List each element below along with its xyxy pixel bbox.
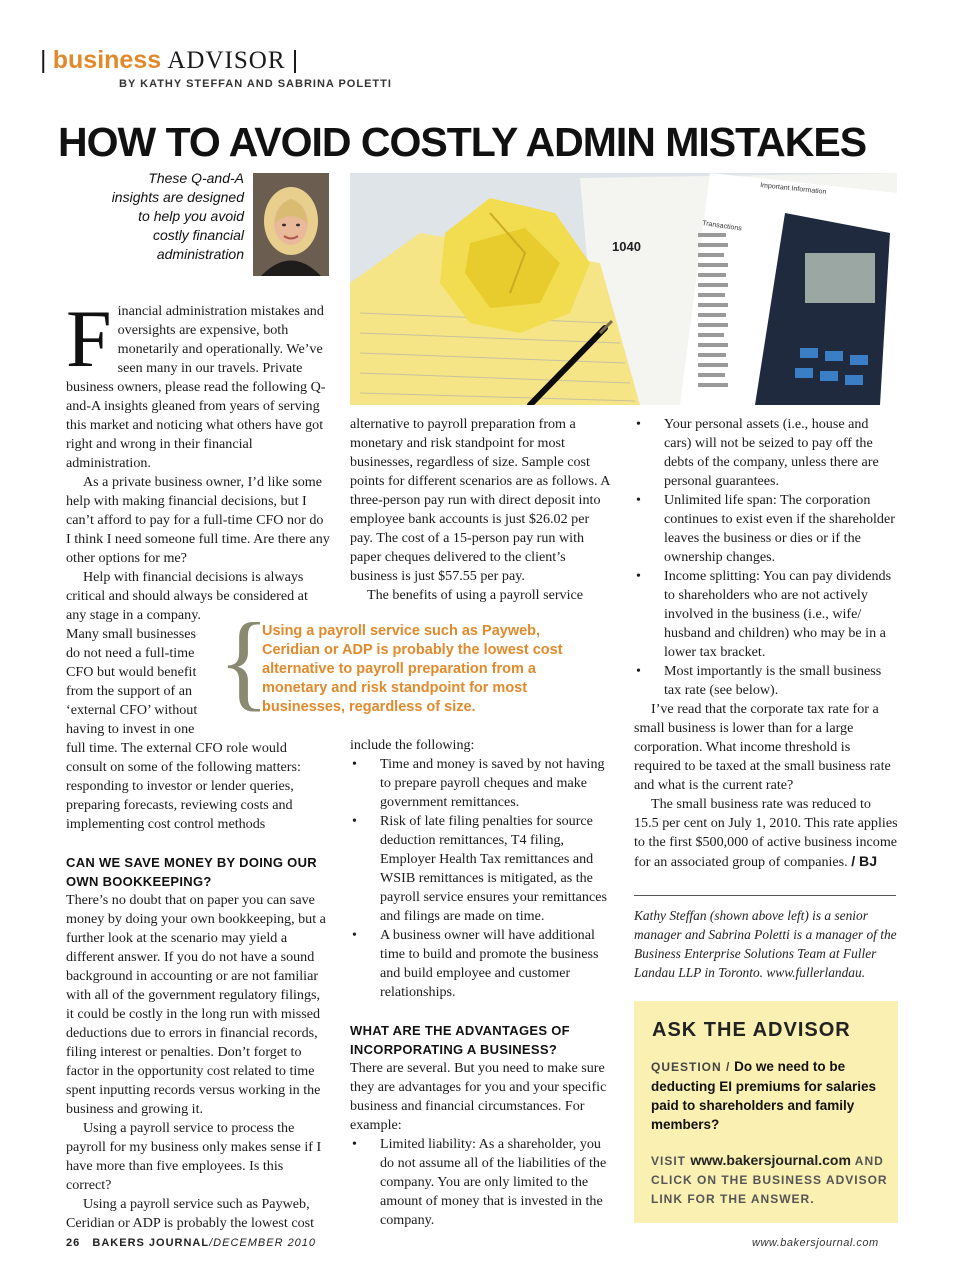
narrow-line: CFO but would benefit: [66, 664, 197, 680]
desk-still-life-illustration: [350, 173, 897, 405]
bullet-text: Your personal assets (i.e., house and cars) will not be seized to pay off the debts of the company, unless there are personal guarantees.: [664, 416, 879, 489]
pullquote: Using a payroll service such as Payweb, Ceridian or ADP is probably the lowest cost alternative to payroll preparation from a monetary and risk standpoint for most businesses, regardless of size.: [262, 623, 563, 715]
masthead-bar-right: |: [291, 46, 299, 74]
bullet-dot: •: [352, 813, 357, 829]
author-portrait: [253, 173, 329, 276]
masthead-business: business: [52, 46, 162, 74]
section-masthead: [40, 44, 298, 77]
masthead-bar-left: |: [40, 46, 47, 74]
bullet-item: [634, 567, 898, 662]
answer-tax-rate: [634, 795, 898, 872]
ask-visit: [651, 1151, 891, 1209]
narrow-line: having to invest in one: [66, 721, 195, 737]
ask-question-label: QUESTION /: [651, 1060, 731, 1074]
bullet-dot: •: [636, 568, 641, 584]
benefits-intro-cont: include the following:: [350, 737, 475, 753]
article-photo: [350, 173, 897, 405]
question-cfo: As a private business owner, I’d like some help with making financial decisions, but I can’t afford to pay for a full-time CFO nor do I think I need someone full time. Are there any other options for me?: [66, 474, 330, 566]
ask-question: [651, 1057, 883, 1134]
para-intro: [66, 293, 330, 473]
page-number: 26: [66, 1237, 81, 1249]
bullet-text: Time and money is saved by not having to prepare payroll cheques and make government remittances.: [380, 756, 605, 810]
bullet-text: Risk of late filing penalties for source deduction remittances, T4 filing, Employer Health Tax remittances and WSIB remittances is mitigated, as the payroll service ensures your remittances and filings are made on time.: [380, 813, 607, 924]
bullet-item: [350, 1135, 614, 1230]
column-1: [66, 293, 330, 1233]
bullet-item: [350, 926, 614, 1002]
narrow-line: ‘external CFO’ without: [66, 702, 198, 718]
answer-cfo-start: Help with financial decisions is always critical and should always be considered at any stage in a company.: [66, 569, 308, 623]
dropcap-letter: F: [66, 293, 112, 384]
subhead-incorporating: WHAT ARE THE ADVANTAGES OF INCORPORATING A BUSINESS?: [350, 1023, 570, 1057]
bullet-item: [350, 812, 614, 926]
answer-cfo-narrow: [66, 625, 206, 739]
narrow-line: from the support of an: [66, 683, 193, 699]
column-2-top: [350, 415, 612, 605]
bio-divider: [634, 895, 896, 896]
photo-form-label: 1040: [612, 239, 641, 254]
author-bio: Kathy Steffan (shown above left) is a senior manager and Sabrina Poletti is a manager of the Business Enterprise Solutions Team at Fuller Landau LLP in Toronto. www.fullerlandau.: [634, 908, 897, 980]
spacer: [350, 1002, 614, 1021]
issue-date: /DECEMBER 2010: [209, 1237, 317, 1249]
answer-incorporating: There are several. But you need to make sure they are advantages for you and your specific business and financial circumstances. For example:: [350, 1060, 607, 1133]
ask-url-link[interactable]: www.bakersjournal.com: [690, 1152, 851, 1168]
bullet-item: [634, 662, 898, 700]
column-2-bottom: [350, 736, 614, 1230]
bullet-item: [634, 415, 898, 491]
answer-bookkeeping: There’s no doubt that on paper you can save money by doing your own bookkeeping, but a further look at the scenario may yield a different answer. If you do not have a sound background in accounting or are not familiar with all of the government regulatory filings, it could be costly in the long run with missed deductions due to errors in financial records, filing interest or penalties. Don’t forget to factor in the opportunity cost related to time spent inputting records versus working in the business and growing it.: [66, 892, 326, 1117]
pullquote-brace: {: [218, 602, 270, 721]
column-3: [634, 415, 898, 872]
photo-paper-header: Important Information: [759, 182, 827, 196]
bullet-dot: •: [352, 756, 357, 772]
footer-left: [66, 1237, 316, 1249]
byline: BY KATHY STEFFAN AND SABRINA POLETTI: [119, 78, 392, 90]
footer-site-link[interactable]: www.bakersjournal.com: [752, 1237, 879, 1249]
question-payroll: Using a payroll service to process the payroll for my business only makes sense if I have more than five employees. Is this correct?: [66, 1120, 322, 1193]
spacer: [66, 834, 330, 853]
question-tax-rate: I’ve read that the corporate tax rate for a small business is lower than for a large corporation. What income threshold is required to be taxed at the small business rate and what is the current rate?: [634, 701, 891, 793]
answer-tax-rate-text: The small business rate was reduced to 15.5 per cent on July 1, 2010. This rate applies to the first $500,000 of active business income for an associated group of companies.: [634, 796, 898, 870]
answer-payroll-start: Using a payroll service such as Payweb, Ceridian or ADP is probably the lowest cost: [66, 1196, 315, 1231]
bullet-dot: •: [636, 416, 641, 432]
portrait-illustration: [253, 173, 329, 276]
answer-payroll-cont: alternative to payroll preparation from a monetary and risk standpoint for most businesses, regardless of size. Sample cost points for different scenarios are as follows. A three-person pay run with direct deposit into employee bank accounts is just $26.02 per pay. The cost of a 15-person pay run with paper cheques delivered to the client’s business is just $57.55 per pay.: [350, 416, 610, 584]
answer-cfo-end: full time. The external CFO role would consult on some of the following matters: responding to investor or lender queries, preparing forecasts, reviewing costs and implementing cost control methods: [66, 740, 301, 832]
subhead-bookkeeping: CAN WE SAVE MONEY BY DOING OUR OWN BOOKKEEPING?: [66, 855, 317, 889]
intro-deck: These Q-and-A insights are designed to help you avoid costly financial administration: [111, 170, 244, 262]
article-headline: HOW TO AVOID COSTLY ADMIN MISTAKES: [58, 119, 867, 165]
ask-cta: AND CLICK ON THE BUSINESS ADVISOR LINK FOR THE ANSWER.: [651, 1154, 888, 1206]
bullet-text: Most importantly is the small business tax rate (see below).: [664, 663, 882, 698]
bullet-text: Income splitting: You can pay dividends to shareholders who are not actively involved in the business (i.e., wife/ husband and children) who may be in a lower tax bracket.: [664, 568, 892, 660]
masthead-advisor: ADVISOR: [167, 47, 286, 74]
photo-transactions-label: Transactions: [701, 220, 743, 233]
ask-title: ASK THE ADVISOR: [652, 1019, 851, 1041]
ask-question-text: Do we need to be deducting EI premiums for salaries paid to shareholders and family members?: [651, 1059, 877, 1132]
bullet-item: [350, 755, 614, 812]
para-intro-text: inancial administration mistakes and oversights are expensive, both monetarily and operationally. We’ve seen many in our travels. Private business owners, please read the following Q-and-A insights gleaned from years of serving this market and noticing what others have got right and wrong in their financial administration.: [66, 303, 326, 471]
bullet-text: A business owner will have additional time to build and promote the business and build employee and customer relationships.: [380, 927, 599, 1000]
bullet-text: Limited liability: As a shareholder, you do not assume all of the liabilities of the company. You are only limited to the amount of money that is invested in the company.: [380, 1136, 607, 1228]
bullet-text: Unlimited life span: The corporation continues to exist even if the shareholder leaves the business or dies or if the ownership changes.: [664, 492, 895, 565]
bullet-dot: •: [636, 492, 641, 508]
narrow-line: Many small businesses: [66, 626, 196, 642]
narrow-line: do not need a full-time: [66, 645, 195, 661]
benefits-intro: The benefits of using a payroll service: [367, 587, 584, 603]
end-sign: / BJ: [851, 853, 878, 869]
bullet-dot: •: [636, 663, 641, 679]
journal-name: BAKERS JOURNAL: [92, 1237, 210, 1249]
bullet-dot: •: [352, 1136, 357, 1152]
bullet-item: [634, 491, 898, 567]
ask-visit-label: VISIT: [651, 1154, 687, 1168]
bullet-dot: •: [352, 927, 357, 943]
